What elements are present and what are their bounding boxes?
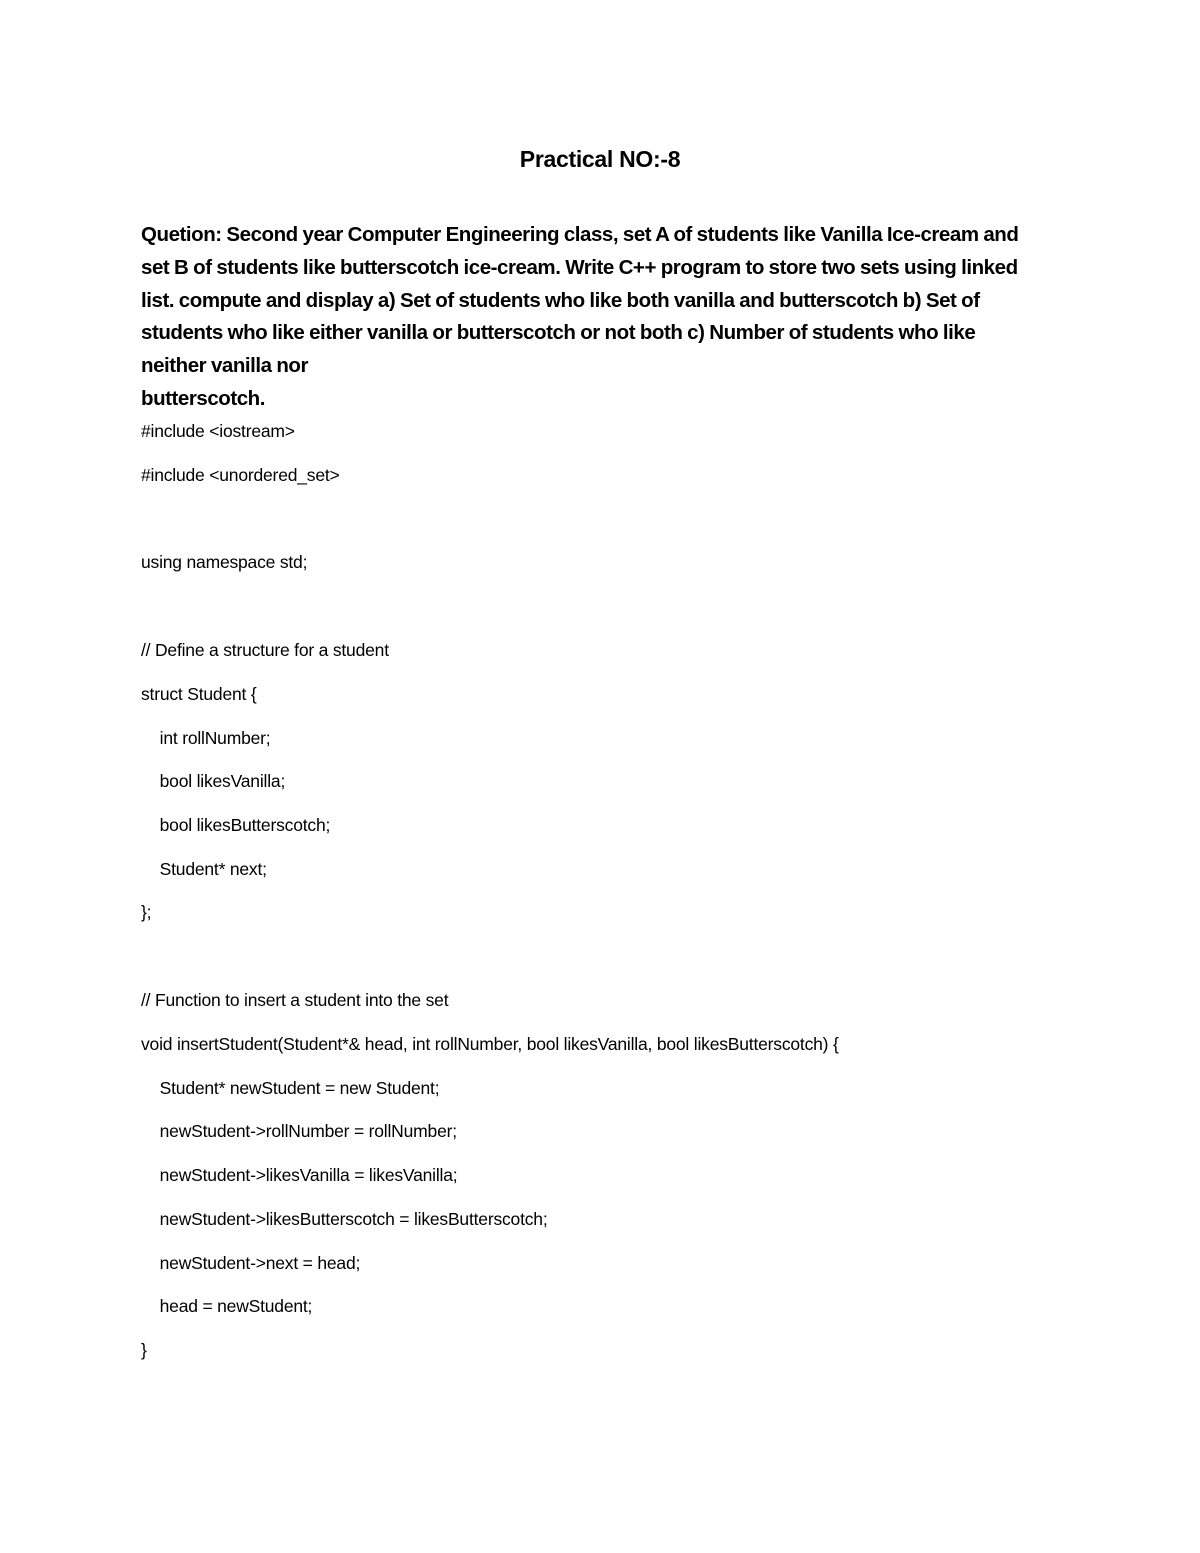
question-line: set B of students like butterscotch ice-cream. Write C++ program to store two sets using linked bbox=[141, 255, 1018, 279]
question-line: students who like either vanilla or butterscotch or not both c) Number of students who like bbox=[141, 321, 976, 345]
question-paragraph bbox=[141, 219, 1061, 416]
question-text: Second year Computer Engineering class, set A of students like Vanilla Ice-cream and bbox=[221, 223, 1019, 246]
document-title: Practical NO:-8 bbox=[519, 146, 681, 172]
code-line: int rollNumber; bbox=[141, 728, 271, 748]
code-line: Student* next; bbox=[141, 859, 267, 879]
code-comment: // Function to insert a student into the set bbox=[141, 990, 449, 1010]
code-line: #include <iostream> bbox=[141, 421, 295, 441]
code-line: newStudent->rollNumber = rollNumber; bbox=[141, 1121, 457, 1141]
code-line: newStudent->likesVanilla = likesVanilla; bbox=[141, 1165, 458, 1185]
code-line: newStudent->next = head; bbox=[141, 1253, 361, 1273]
code-line: newStudent->likesButterscotch = likesButterscotch; bbox=[141, 1209, 548, 1229]
code-line: using namespace std; bbox=[141, 552, 308, 572]
code-line: }; bbox=[141, 902, 152, 922]
question-line: butterscotch. bbox=[141, 386, 265, 410]
question-line: neither vanilla nor bbox=[141, 354, 309, 378]
code-line: bool likesButterscotch; bbox=[141, 815, 331, 835]
code-line: } bbox=[141, 1340, 147, 1360]
code-line: Student* newStudent = new Student; bbox=[141, 1078, 440, 1098]
question-line bbox=[141, 219, 1061, 252]
code-line: struct Student { bbox=[141, 684, 257, 704]
question-label: Quetion: bbox=[141, 223, 222, 246]
code-line: bool likesVanilla; bbox=[141, 771, 286, 791]
question-line: list. compute and display a) Set of students who like both vanilla and butterscotch b) Set of bbox=[141, 288, 980, 312]
code-line: #include <unordered_set> bbox=[141, 465, 340, 485]
code-line: head = newStudent; bbox=[141, 1296, 313, 1316]
code-line: void insertStudent(Student*& head, int rollNumber, bool likesVanilla, bool likesButterscotch) { bbox=[141, 1034, 839, 1054]
code-comment: // Define a structure for a student bbox=[141, 640, 389, 660]
